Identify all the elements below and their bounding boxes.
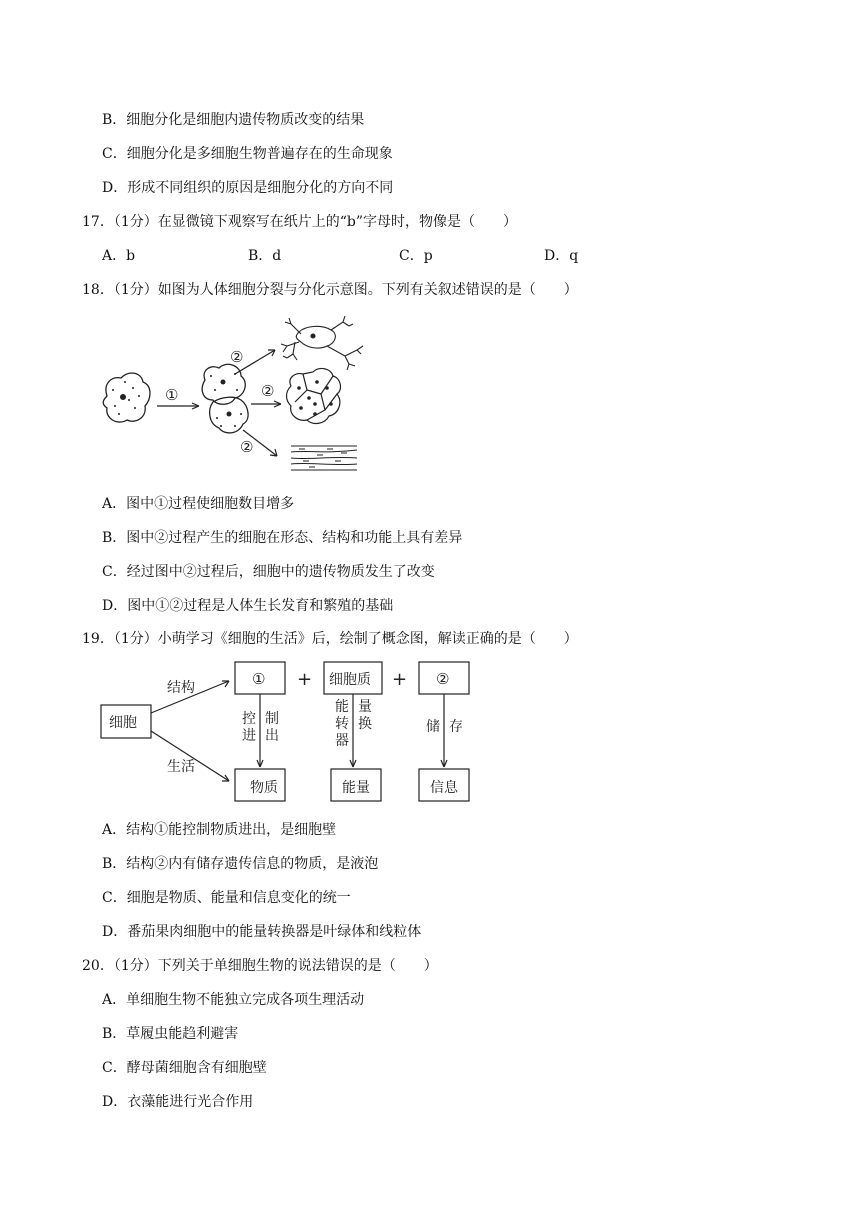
q19-stem: 19．（1分）小萌学习《细胞的生活》后，绘制了概念图，解读正确的是（ ） — [82, 631, 578, 647]
q17-option-d: D．q — [544, 248, 579, 264]
step2-label-middle: ② — [261, 382, 275, 400]
step2-label-top: ② — [230, 348, 244, 366]
q19-option-c: C．细胞是物质、能量和信息变化的统一 — [102, 890, 351, 906]
step2-arrow-middle — [251, 401, 281, 407]
cell-label: 细胞 — [109, 715, 137, 731]
muscle-tissue — [291, 446, 357, 470]
q20-option-c: C．酵母菌细胞含有细胞壁 — [102, 1060, 267, 1076]
q19-option-a: A．结构①能控制物质进出，是细胞壁 — [102, 822, 337, 838]
store-label-left: 储 — [426, 719, 440, 735]
q17-option-c: C．p — [399, 248, 433, 264]
q20-option-d: D．衣藻能进行光合作用 — [102, 1094, 254, 1110]
divided-cells — [202, 364, 248, 433]
energy-converter-label-left: 能转器 — [335, 699, 349, 749]
original-cell — [103, 373, 150, 422]
q16-option-c: C．细胞分化是多细胞生物普遍存在的生命现象 — [102, 146, 393, 162]
q18-option-c: C．经过图中②过程后，细胞中的遗传物质发生了改变 — [102, 564, 435, 580]
q18-stem: 18．（1分）如图为人体细胞分裂与分化示意图。下列有关叙述错误的是（ ） — [82, 282, 578, 298]
plus-1: + — [297, 669, 313, 690]
q16-option-b: B．细胞分化是细胞内遗传物质改变的结果 — [102, 112, 365, 128]
plus-2: + — [392, 669, 408, 690]
q17-stem: 17．（1分）在显微镜下观察写在纸片上的“b”字母时，物像是（ ） — [82, 214, 517, 230]
structure1-label: ① — [252, 670, 266, 688]
q16-option-d: D．形成不同组织的原因是细胞分化的方向不同 — [102, 180, 394, 196]
step1-label: ① — [165, 386, 179, 404]
q20-option-b: B．草履虫能趋利避害 — [102, 1026, 239, 1042]
cytoplasm-label: 细胞质 — [329, 672, 371, 688]
q17-option-b: B．d — [248, 248, 282, 264]
q19-option-d: D．番茄果肉细胞中的能量转换器是叶绿体和线粒体 — [102, 924, 422, 940]
cell-cluster — [287, 369, 341, 424]
life-label: 生活 — [167, 759, 195, 775]
q20-option-a: A．单细胞生物不能独立完成各项生理活动 — [102, 992, 365, 1008]
cell-concept-map — [95, 655, 480, 810]
q18-option-d: D．图中①②过程是人体生长发育和繁殖的基础 — [102, 598, 394, 614]
control-label-right: 制出 — [265, 711, 279, 744]
q17-option-a: A．b — [102, 248, 136, 264]
q18-option-a: A．图中①过程使细胞数目增多 — [102, 496, 295, 512]
cell-division-differentiation-figure — [95, 310, 375, 485]
energy-label: 能量 — [342, 780, 370, 796]
matter-label: 物质 — [250, 780, 278, 796]
store-label-right: 存 — [449, 719, 463, 735]
energy-converter-label-right: 量换 — [358, 699, 372, 732]
nerve-cell — [281, 316, 363, 370]
control-label-left: 控进 — [242, 711, 256, 744]
step2-label-bottom: ② — [240, 438, 254, 456]
info-label: 信息 — [430, 780, 458, 796]
structure2-label: ② — [436, 670, 450, 688]
q18-option-b: B．图中②过程产生的细胞在形态、结构和功能上具有差异 — [102, 530, 463, 546]
q19-option-b: B．结构②内有储存遗传信息的物质，是液泡 — [102, 856, 379, 872]
structure-label: 结构 — [167, 680, 195, 696]
q20-stem: 20．（1分）下列关于单细胞生物的说法错误的是（ ） — [82, 958, 438, 974]
